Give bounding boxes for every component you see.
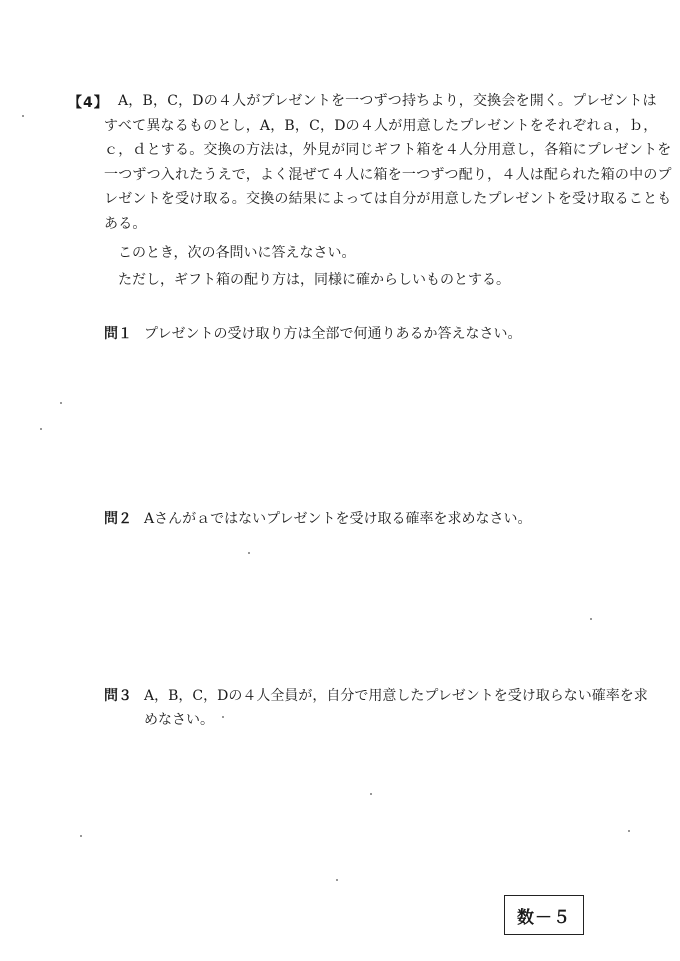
problem-3 — [104, 684, 648, 732]
scan-speck — [336, 879, 338, 881]
scan-speck — [22, 115, 24, 117]
problem-3-text-continued: めなさい。 — [144, 712, 214, 728]
scan-speck — [370, 793, 372, 795]
question-intro — [104, 89, 672, 236]
problem-1-text: プレゼントの受け取り方は全部で何通りあるか答えなさい。 — [144, 326, 522, 342]
scan-speck — [80, 835, 82, 837]
problem-2-text: Aさんがａではないプレゼントを受け取る確率を求めなさい。 — [144, 511, 532, 527]
problem-1 — [104, 322, 521, 346]
problem-2 — [104, 507, 532, 531]
scan-speck — [40, 428, 42, 430]
intro-line: ある。 — [104, 215, 147, 232]
condition-note: ただし，ギフト箱の配り方は，同様に確からしいものとする。 — [118, 272, 510, 288]
scan-speck — [60, 402, 62, 404]
intro-line: すべて異なるものとし，A，B，C，Dの４人が用意したプレゼントをそれぞれａ，ｂ， — [104, 117, 658, 134]
problem-3-text: A，B，C，Dの４人全員が，自分で用意したプレゼントを受け取らない確率を求 — [144, 688, 648, 704]
problem-1-label: 問１ — [104, 326, 132, 342]
page-number: 数－５ — [517, 907, 571, 928]
intro-line: ｃ，ｄとする。交換の方法は，外見が同じギフト箱を４人分用意し，各箱にプレゼントを — [104, 142, 672, 158]
intro-line: レゼントを受け取る。交換の結果によっては自分が用意したプレゼントを受け取ることも — [104, 191, 672, 207]
intro-line: A，B，C，Dの４人がプレゼントを一つずつ持ちより，交換会を開く。プレゼントは — [118, 93, 657, 109]
problem-3-label: 問３ — [104, 688, 132, 704]
scan-speck — [590, 618, 592, 620]
scan-speck — [222, 716, 224, 718]
question-number: 【4】 — [68, 95, 109, 111]
scan-speck — [628, 830, 630, 832]
problem-2-label: 問２ — [104, 511, 132, 527]
instruction-note: このとき，次の各問いに答えなさい。 — [118, 245, 356, 261]
scan-speck — [248, 552, 250, 554]
intro-line: 一つずつ入れたうえで，よく混ぜて４人に箱を一つずつ配り，４人は配られた箱の中のプ — [104, 166, 672, 183]
page-number-box — [504, 895, 584, 935]
